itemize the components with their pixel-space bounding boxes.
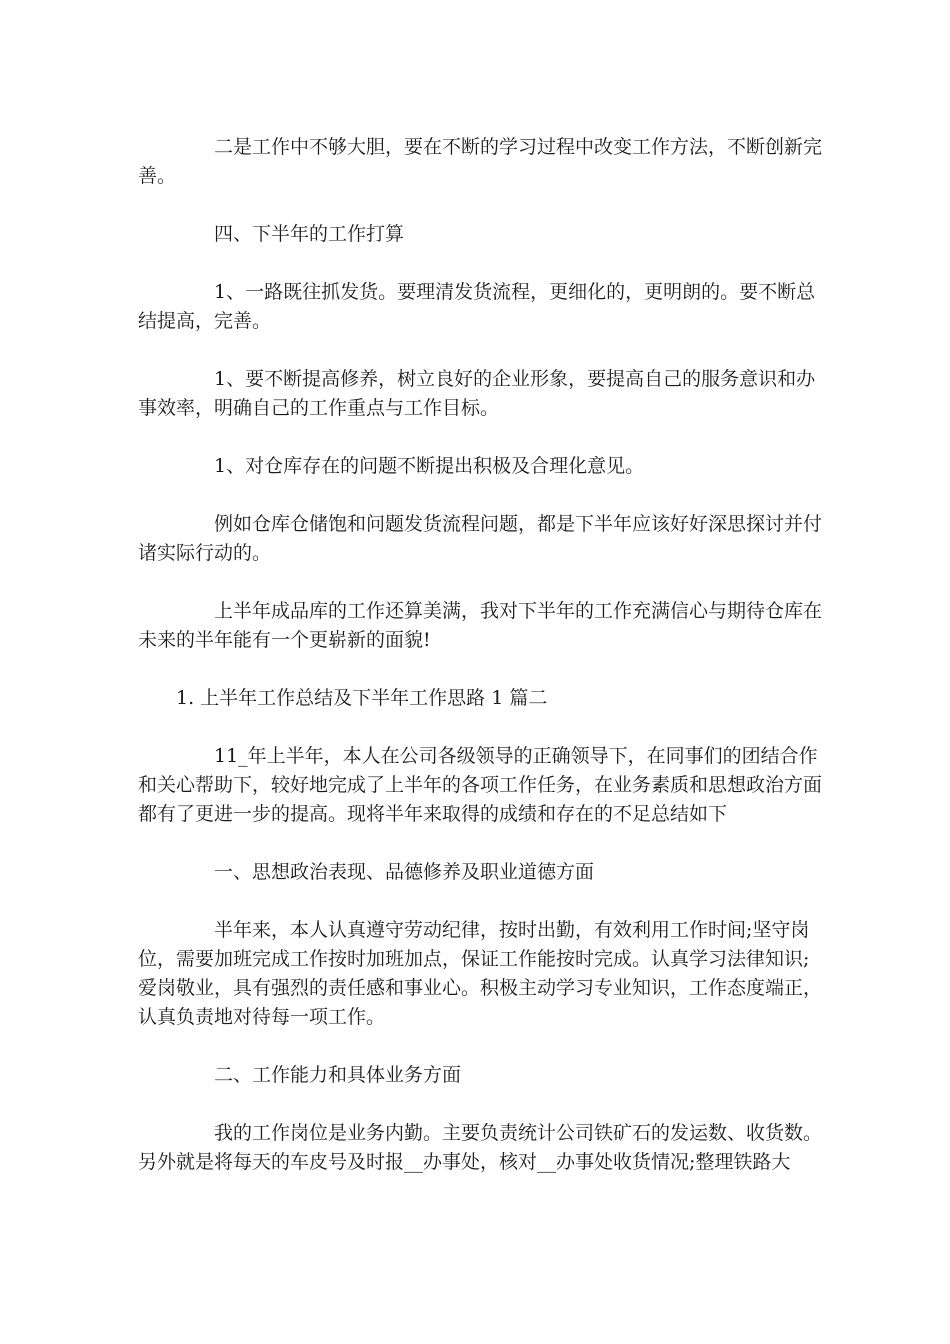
paragraph-conclusion: 上半年成品库的工作还算美满，我对下半年的工作充满信心与期待仓库在未来的半年能有一个更崭新的面貌!: [138, 600, 823, 651]
paragraph-plan-shipping: 1、一路既往抓发货。要理清发货流程，更细化的，更明朗的。要不断总结提高，完善。: [138, 281, 816, 332]
paragraph-innovation: 二是工作中不够大胆，要在不断的学习过程中改变工作方法，不断创新完善。: [138, 136, 823, 187]
section-heading-part-two: 1. 上半年工作总结及下半年工作思路 1 篇二: [176, 687, 548, 709]
heading-second-half-plan: 四、下半年的工作打算: [214, 223, 405, 245]
heading-political-conduct: 一、思想政治表现、品德修养及职业道德方面: [214, 861, 595, 883]
paragraph-plan-cultivation: 1、要不断提高修养，树立良好的企业形象，要提高自己的服务意识和办事效率，明确自己的工作重点与工作目标。: [138, 368, 816, 419]
paragraph-example: 例如仓库仓储饱和问题发货流程问题，都是下半年应该好好深思探讨并付诸实际行动的。: [138, 513, 823, 564]
paragraph-plan-warehouse-issues: 1、对仓库存在的问题不断提出积极及合理化意见。: [214, 455, 645, 477]
paragraph-political-conduct: 半年来，本人认真遵守劳动纪律，按时出勤，有效利用工作时间;坚守岗位，需要加班完成工作按时加班加点，保证工作能按时完成。认真学习法律知识;爱岗敬业，具有强烈的责任感和事业心。积极主动学习专业知识，工作态度端正，认真负责地对待每一项工作。: [138, 919, 823, 1028]
heading-work-ability: 二、工作能力和具体业务方面: [214, 1064, 462, 1086]
paragraph-work-ability: 我的工作岗位是业务内勤。主要负责统计公司铁矿石的发运数、收货数。另外就是将每天的车皮号及时报__办事处，核对__办事处收货情况;整理铁路大: [138, 1122, 823, 1173]
paragraph-intro-part-two: 11_年上半年，本人在公司各级领导的正确领导下，在同事们的团结合作和关心帮助下，较好地完成了上半年的各项工作任务，在业务素质和思想政治方面都有了更进一步的提高。现将半年来取得的成绩和存在的不足总结如下: [138, 745, 823, 825]
document-body: [138, 133, 828, 1206]
